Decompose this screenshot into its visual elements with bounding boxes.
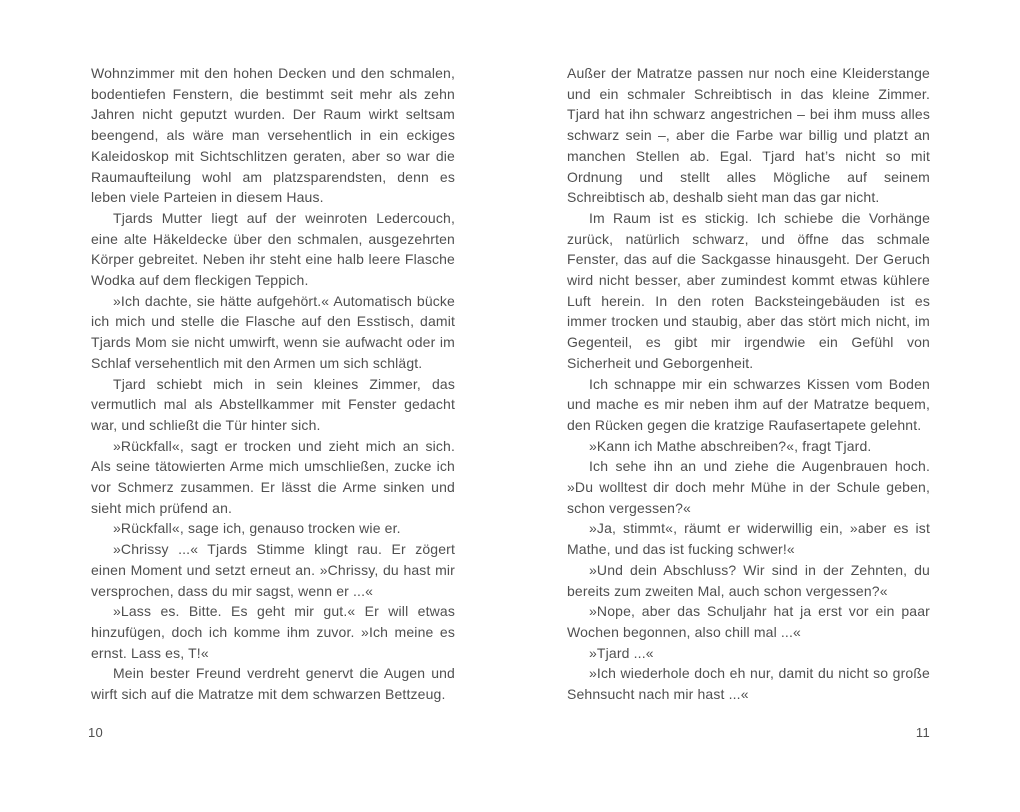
paragraph: Außer der Matratze passen nur noch eine Kleiderstange und ein schmaler Schreibtisch in das kleine Zimmer. Tjard hat ihn schwarz angestrichen – bei ihm muss alles schwarz sein –, aber die Farbe war billig und platzt an manchen Stellen ab. Egal. Tjard hat’s nicht so mit Ordnung und stellt alles Mögliche auf seinem Schreibtisch ab, deshalb sieht man das gar nicht. xyxy=(567,65,930,206)
paragraph: »Kann ich Mathe abschreiben?«, fragt Tjard. xyxy=(589,437,872,454)
paragraph: »Lass es. Bitte. Es geht mir gut.« Er will etwas hinzufügen, doch ich komme ihm zuvor. »Ich meine es ernst. Lass es, T!« xyxy=(91,603,455,661)
paragraph: Tjard schiebt mich in sein kleines Zimmer, das vermutlich mal als Abstellkammer mit Fenster gedacht war, und schließt die Tür hinter sich. xyxy=(91,375,455,433)
paragraph: »Ich wiederhole doch eh nur, damit du nicht so große Sehnsucht nach mir hast ...« xyxy=(567,665,930,703)
page-number-left: 10 xyxy=(88,725,104,740)
page-number-right: 11 xyxy=(915,725,930,740)
paragraph: Tjards Mutter liegt auf der weinroten Ledercouch, eine alte Häkeldecke über den schmalen, ausgezehrten Körper gebreitet. Neben ihr steht eine halb leere Flasche Wodka auf dem fleckigen Teppich. xyxy=(91,209,455,289)
page-right-text xyxy=(567,63,930,705)
paragraph: Ich schnappe mir ein schwarzes Kissen vom Boden und mache es mir neben ihm auf der Matratze bequem, den Rücken gegen die kratzige Raufasertapete gelehnt. xyxy=(567,375,930,433)
paragraph: »Tjard ...« xyxy=(589,644,654,661)
paragraph: »Rückfall«, sagt er trocken und zieht mich an sich. Als seine tätowierten Arme mich umschließen, zucke ich vor Schmerz zusammen. Er lässt die Arme sinken und sieht mich prüfend an. xyxy=(91,437,455,516)
paragraph: »Und dein Abschluss? Wir sind in der Zehnten, du bereits zum zweiten Mal, auch schon vergessen?« xyxy=(567,561,930,599)
paragraph: »Chrissy ...« Tjards Stimme klingt rau. Er zögert einen Moment und setzt erneut an. »Chrissy, du hast mir versprochen, dass du mir sagst, wenn er ...« xyxy=(91,541,455,599)
paragraph: Wohnzimmer mit den hohen Decken und den schmalen, bodentiefen Fenstern, die bestimmt seit mehr als zehn Jahren nicht geputzt wurden. Der Raum wirkt seltsam beengend, als wäre man versehentlich in ein eckiges Kaleidoskop mit Sichtschlitzen geraten, aber so war die Raumaufteilung wohl am platzsparendsten, denn es leben viele Parteien in diesem Haus. xyxy=(91,65,455,206)
paragraph: »Nope, aber das Schuljahr hat ja erst vor ein paar Wochen begonnen, also chill mal ...« xyxy=(567,603,930,640)
paragraph: Mein bester Freund verdreht genervt die Augen und wirft sich auf die Matratze mit dem schwarzen Bettzeug. xyxy=(91,665,455,703)
paragraph: »Ja, stimmt«, räumt er widerwillig ein, »aber es ist Mathe, und das ist fucking schwer!« xyxy=(567,520,930,558)
paragraph: »Ich dachte, sie hätte aufgehört.« Automatisch bücke ich mich und stelle die Flasche auf den Esstisch, damit Tjards Mom sie nicht umwirft, wenn sie aufwacht oder im Schlaf versehentlich mit den Armen um sich schlägt. xyxy=(91,292,455,371)
paragraph: Im Raum ist es stickig. Ich schiebe die Vorhänge zurück, natürlich schwarz, und öffne das schmale Fenster, das auf die Sackgasse hinausgeht. Der Geruch wird nicht besser, aber zumindest kommt etwas kühlere Luft herein. In den roten Backsteingebäuden ist es immer trocken und staubig, aber das stört mich nicht, im Gegenteil, es gibt mir irgendwie ein Gefühl von Sicherheit und Geborgenheit. xyxy=(567,209,930,371)
page-left-text xyxy=(91,63,455,705)
paragraph: Ich sehe ihn an und ziehe die Augenbrauen hoch. »Du wolltest dir doch mehr Mühe in der Schule geben, schon vergessen?« xyxy=(567,458,930,516)
paragraph: »Rückfall«, sage ich, genauso trocken wie er. xyxy=(113,520,401,537)
